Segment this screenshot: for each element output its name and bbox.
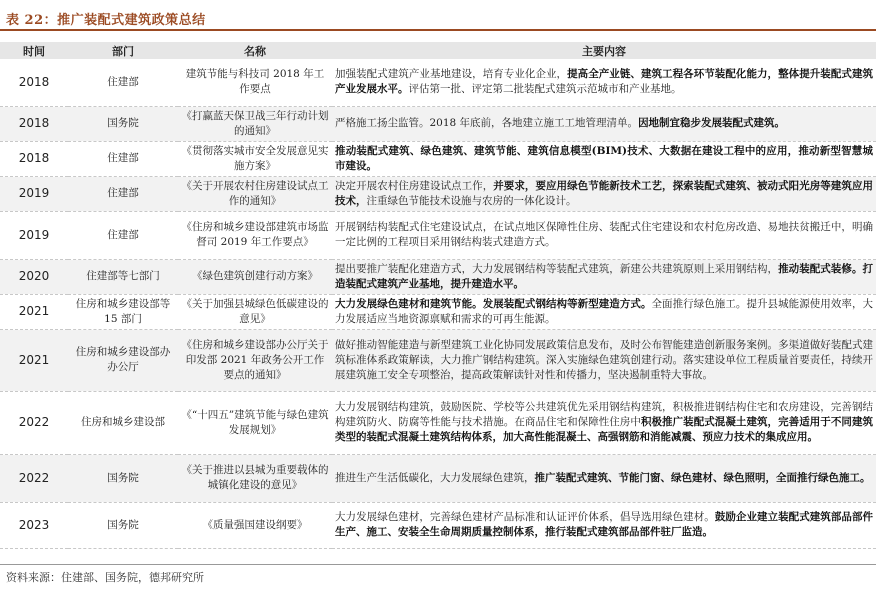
main-content-cell <box>332 106 876 141</box>
main-content-cell <box>332 141 876 176</box>
table-row <box>0 259 876 294</box>
table-row <box>0 294 876 329</box>
department-cell: 住建部 <box>107 228 139 241</box>
policy-name-cell: 《贯彻落实城市安全发展意见实施方案》 <box>181 144 329 172</box>
content-bold-text: 推动装配式建筑、绿色建筑、建筑节能、建筑信息模型(BIM)技术、大数据在建设工程中的应用，推动新型智慧城市建设。 <box>335 144 873 172</box>
table-row <box>0 141 876 176</box>
main-content-cell <box>332 211 876 259</box>
content-text: 加强装配式建筑产业基地建设，培育专业化企业， <box>335 68 568 81</box>
header-name: 名称 <box>178 42 332 59</box>
policy-name-cell: 建筑节能与科技司 2018 年工作要点 <box>185 68 325 96</box>
policy-name-cell: 《关于开展农村住房建设试点工作的通知》 <box>178 176 332 211</box>
department-cell: 住房和城乡建设部等 15 部门 <box>75 297 171 325</box>
table-body <box>0 59 876 548</box>
policy-name-cell: 《质量强国建设纲要》 <box>202 518 308 531</box>
table-row <box>0 329 876 391</box>
table-row <box>0 454 876 502</box>
department-cell: 住房和城乡建设部 <box>81 416 165 428</box>
main-content-cell <box>332 454 876 502</box>
department-cell: 国务院 <box>68 454 178 502</box>
content-text: 大力发展绿色建材，完善绿色建材产品标准和认证评价体系，倡导选用绿色建材。 <box>335 511 715 523</box>
year-cell: 2018 <box>0 106 68 141</box>
content-bold-text: 推动装配式装修。打造装配式建筑产业基地，提升建造水平。 <box>335 262 874 290</box>
content-text: 大力发展钢结构建筑，鼓励医院、学校等公共建筑优先采用钢结构建筑，积极推进钢结构住宅和农房建设，完善钢结构建筑防火、防腐等性能与技术措施。在商品住宅和保障性住房中 <box>335 401 873 428</box>
year-cell: 2019 <box>0 176 68 211</box>
policy-name-cell: 《住房和城乡建设部办公厅关于印发部 2021 年政务公开工作要点的通知》 <box>178 329 332 391</box>
table-row <box>0 106 876 141</box>
department-cell: 国务院 <box>68 106 178 141</box>
policy-name-cell: 《打赢蓝天保卫战三年行动计划的通知》 <box>178 106 332 141</box>
header-time: 时间 <box>0 42 68 59</box>
policy-name-cell: 《绿色建筑创建行动方案》 <box>178 259 332 294</box>
source-note: 资料来源：住建部、国务院，德邦研究所 <box>6 571 204 584</box>
year-cell: 2020 <box>0 259 68 294</box>
content-bold-text: 并要求，要应用绿色节能新技术工艺，探索装配式建筑、被动式阳光房等建筑应用技术， <box>335 179 873 207</box>
content-bold-text: 鼓励企业建立装配式建筑部品部件生产、施工、安装全生命周期质量控制体系，推行装配式建筑部品部件驻厂监造。 <box>335 511 874 538</box>
content-bold-text: 提高全产业链、建筑工程各环节装配化能力，整体提升装配式建筑产业发展水平。 <box>335 68 874 96</box>
table-row <box>0 211 876 259</box>
table-header-row <box>0 42 876 59</box>
policy-table <box>0 42 876 549</box>
main-content-cell <box>332 59 876 106</box>
content-text: 推进生产生活低碳化，大力发展绿色建筑， <box>335 471 535 484</box>
content-text: 评估第一批、评定第二批装配式建筑示范城市和产业基地。 <box>408 83 682 96</box>
content-text: 做好推动智能建造与新型建筑工业化协同发展政策信息发布，及时公布智能建造创新服务案例。多渠道做好装配式建筑标准体系政策解读，大力推广钢结构建筑。深入实施绿色建筑创建行动。落实建设单位工程质量首要责任，持续开展建筑施工安全专项整治，提高政策解读针对性和传播力，坚决遏制重特大事故。 <box>335 338 873 381</box>
year-cell: 2022 <box>18 415 50 429</box>
header-main-content: 主要内容 <box>332 42 876 59</box>
department-cell: 住建部 <box>107 152 139 164</box>
bottom-rule <box>0 564 876 565</box>
content-bold-text: 因地制宜稳步发展装配式建筑。 <box>638 117 786 129</box>
title-rule <box>0 29 876 31</box>
department-cell: 住建部等七部门 <box>68 259 178 294</box>
year-cell: 2018 <box>18 151 50 165</box>
year-cell: 2022 <box>0 454 68 502</box>
content-text: 全面推行绿色施工。提升县城能源使用效率，大力发展适应当地资源禀赋和需求的可再生能源。 <box>335 297 873 325</box>
department-cell: 住建部 <box>107 75 139 88</box>
policy-name-cell: 《关于推进以县城为重要载体的城镇化建设的意见》 <box>178 454 332 502</box>
content-text: 严格施工扬尘监管。2018 年底前，各地建立施工工地管理清单。 <box>335 117 639 129</box>
content-bold-text: 积极推广装配式混凝土建筑，完善适用于不同建筑类型的装配式混凝土建筑结构体系，加大高性能混凝土、高强钢筋和消能减震、预应力技术的集成应用。 <box>335 416 874 443</box>
department-cell: 住房和城乡建设部办办公厅 <box>68 329 178 391</box>
main-content-cell <box>332 502 876 548</box>
header-department: 部门 <box>68 42 178 59</box>
content-text: 开展钢结构装配式住宅建设试点，在试点地区保障性住房、装配式住宅建设和农村危房改造、易地扶贫搬迁中，明确一定比例的工程项目采用钢结构装式建造方式。 <box>335 221 873 248</box>
main-content-cell <box>332 391 876 454</box>
year-cell: 2023 <box>18 517 50 532</box>
main-content-cell <box>332 294 876 329</box>
year-cell: 2021 <box>0 329 68 391</box>
policy-name-cell: 《“十四五”建筑节能与绿色建筑发展规划》 <box>181 408 329 436</box>
main-content-cell <box>332 329 876 391</box>
table-title: 表 22：推广装配式建筑政策总结 <box>6 13 206 28</box>
main-content-cell <box>332 176 876 211</box>
table-row <box>0 176 876 211</box>
policy-name-cell: 《关于加强县城绿色低碳建设的意见》 <box>181 297 329 325</box>
content-bold-text: 推广装配式建筑、节能门窗、绿色建材、绿色照明，全面推行绿色施工。 <box>534 471 871 484</box>
table-row <box>0 391 876 454</box>
content-text: 提出要推广装配化建造方式，大力发展钢结构等装配式建筑，新建公共建筑原则上采用钢结构， <box>335 262 779 275</box>
department-cell: 住建部 <box>68 176 178 211</box>
year-cell: 2019 <box>18 227 50 242</box>
table-row <box>0 59 876 106</box>
department-cell: 国务院 <box>107 518 139 531</box>
content-bold-text: 大力发展绿色建材和建筑节能。发展装配式钢结构等新型建造方式。 <box>335 297 652 310</box>
policy-name-cell: 《住房和城乡建设部建筑市场监督司 2019 年工作要点》 <box>181 221 329 248</box>
content-text: 注重绿色节能技术设施与农房的一体化设计。 <box>366 194 577 207</box>
content-text: 决定开展农村住房建设试点工作， <box>335 179 494 192</box>
table-row <box>0 502 876 548</box>
main-content-cell <box>332 259 876 294</box>
year-cell: 2021 <box>18 304 50 318</box>
year-cell: 2018 <box>18 74 50 89</box>
